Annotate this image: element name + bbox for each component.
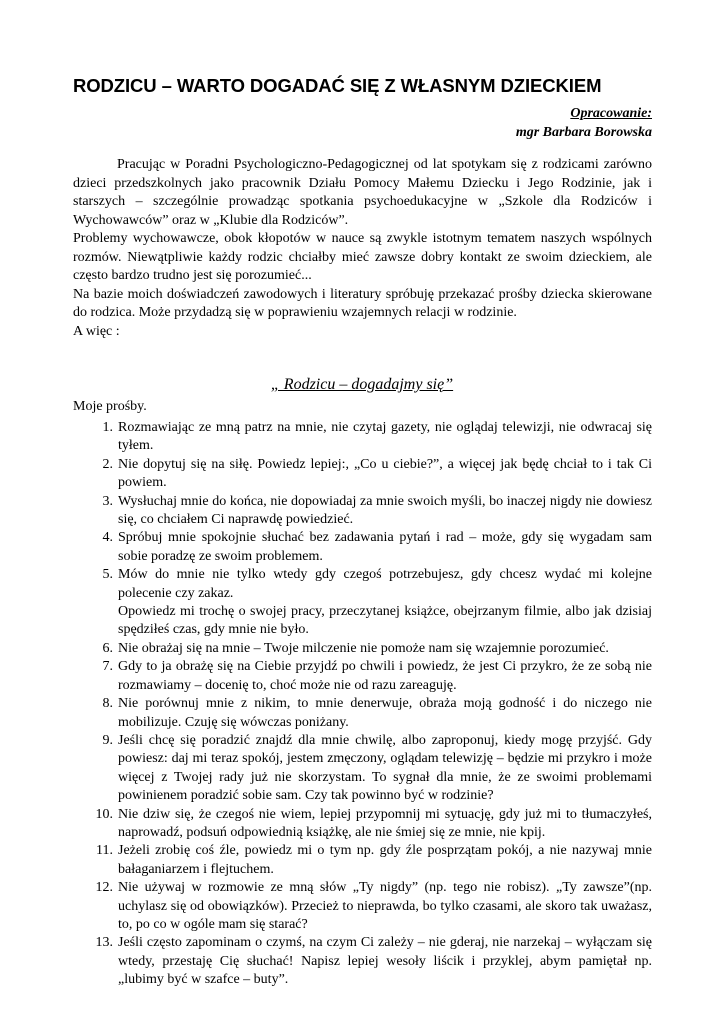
request-text-block <box>118 695 652 732</box>
request-text-block <box>118 934 652 989</box>
author-label: Opracowanie: <box>570 106 652 121</box>
request-number: 6. <box>102 640 113 656</box>
intro-section <box>73 156 652 341</box>
request-text: Mów do mnie nie tylko wtedy gdy czegoś potrzebujesz, gdy chcesz wydać mi kolejne polecenie czy zakaz. <box>118 567 652 601</box>
request-text: Spróbuj mnie spokojnie słuchać bez zadawania pytań i rad – może, gdy się wygadam sam sobie poradzę ze swoim problemem. <box>118 530 652 564</box>
request-number: 4. <box>102 530 113 546</box>
request-number: 2. <box>102 456 113 472</box>
request-item <box>73 695 652 732</box>
subtitle-text: „ Rodzicu – dogadajmy się” <box>270 376 454 393</box>
request-item <box>73 566 652 640</box>
author-name: mgr Barbara Borowska <box>515 125 652 140</box>
document-title: RODZICU – WARTO DOGADAĆ SIĘ Z WŁASNYM DZIECKIEM <box>73 75 602 96</box>
request-text: Nie obrażaj się na mnie – Twoje milczenie nie pomoże nam się wzajemnie porozumieć. <box>118 640 609 656</box>
request-number: 3. <box>102 493 113 509</box>
request-item <box>73 529 652 566</box>
request-text-block <box>118 879 652 934</box>
request-text: Nie dopytuj się na siłę. Powiedz lepiej:, „Co u ciebie?”, a więcej jak będę chciał to i tak Ci powiem. <box>118 456 652 491</box>
requests-list <box>73 419 652 990</box>
request-number: 9. <box>102 732 113 748</box>
request-number: 11. <box>96 843 113 859</box>
request-text-block <box>118 529 652 566</box>
request-item <box>73 806 652 843</box>
request-text: Gdy to ja obrażę się na Ciebie przyjdź po chwili i powiedz, że jest Ci przykro, że ze sobą nie rozmawiamy – docenię to, choć może nie od razu zareaguję. <box>118 659 652 693</box>
request-text: Rozmawiając ze mną patrz na mnie, nie czytaj gazety, nie oglądaj telewizji, nie odwracaj się tyłem. <box>118 420 652 454</box>
request-text-block <box>118 566 652 640</box>
request-item <box>73 934 652 989</box>
request-text: Jeśli często zapominam o czymś, na czym Ci zależy – nie gderaj, nie narzekaj – wyłączam się wtedy, przestaję Cię słuchać! Napisz lepiej wesoły liścik i przyklej, abym pamiętał np. „lubimy być w szafce – buty”. <box>118 935 652 988</box>
request-text-block <box>118 732 652 806</box>
intro-paragraph: Pracując w Poradni Psychologiczno-Pedagogicznej od lat spotykam się z rodzicami zarówno dzieci przedszkolnych jako pracownik Działu Pomocy Małemu Dziecku i Jego Rodzinie, jak i starszych – szczególnie prowadząc spotkania psychoedukacyjne w „Szkole dla Rodziców i Wychowawców” oraz w „Klubie dla Rodziców”. <box>73 157 652 228</box>
author-block <box>516 104 652 142</box>
request-text: Nie używaj w rozmowie ze mną słów „Ty nigdy” (np. tego nie robisz). „Ty zawsze”(np. uchylasz się od obowiązków). Przecież to nieprawda, bo tylko czasami, ale skoro tak uważasz, to, po co w ogóle mam się starać? <box>118 880 652 932</box>
intro-paragraph: Problemy wychowawcze, obok kłopotów w nauce są zwykle istotnym tematem naszych wspólnych rozmów. Niewątpliwie każdy rodzic chciałby mieć zawsze dobry kontakt ze swoim dzieckiem, ale często bardzo trudno jest się porozumieć... <box>73 231 652 283</box>
request-text-block <box>118 640 652 658</box>
request-number: 7. <box>102 659 113 675</box>
request-number: 10. <box>95 806 113 822</box>
request-text-block <box>118 456 652 493</box>
request-text: Jeżeli zrobię coś źle, powiedz mi o tym np. gdy źle posprzątam pokój, a nie nazywaj mnie bałaganiarzem i flejtuchem. <box>118 843 652 877</box>
request-text-block <box>118 806 652 843</box>
intro-paragraph: Na bazie moich doświadczeń zawodowych i literatury spróbuję przekazać prośby dziecka skierowane do rodzica. Może przydadzą się w poprawieniu wzajemnych relacji w rodzinie. <box>73 286 652 320</box>
request-item <box>73 658 652 695</box>
request-text-block <box>118 493 652 530</box>
request-number: 1. <box>102 420 113 435</box>
intro-paragraph: A więc : <box>73 323 120 339</box>
request-text: Wysłuchaj mnie do końca, nie dopowiadaj za mnie swoich myśli, bo inaczej nigdy nie dowiesz się, co chciałem Ci naprawdę powiedzieć. <box>118 493 652 528</box>
request-number: 12. <box>95 880 113 896</box>
request-extra-text: Opowiedz mi trochę o swojej pracy, przeczytanej książce, obejrzanym filmie, albo jak dzisiaj spędziłeś czas, gdy mnie nie było. <box>118 604 652 638</box>
request-item <box>73 879 652 934</box>
request-number: 8. <box>102 696 113 712</box>
request-text-block <box>118 842 652 879</box>
request-item <box>73 842 652 879</box>
request-item <box>73 640 652 658</box>
requests-heading: Moje prośby. <box>73 399 147 414</box>
request-text: Jeśli chcę się poradzić znajdź dla mnie chwilę, albo zaproponuj, kiedy mogę przyjść. Gdy powiesz: daj mi teraz spokój, jestem zmęczony, oglądam telewizję – będzie mi przykro i może więcej z Twojej rady już nie skorzystam. To sygnał dla mnie, że ze swoimi problemami powinienem poradzić sobie sam. Czy tak powinno być w rodzinie? <box>118 732 652 804</box>
request-text-block <box>118 658 652 695</box>
request-number: 13. <box>95 935 113 951</box>
request-number: 5. <box>102 567 113 583</box>
request-text-block <box>118 419 652 456</box>
request-item <box>73 456 652 493</box>
request-item <box>73 419 652 456</box>
section-subtitle <box>0 376 724 394</box>
request-text: Nie porównuj mnie z nikim, to mnie denerwuje, obraża moją godność i do niczego nie mobilizuje. Czuję się wówczas poniżany. <box>118 696 652 730</box>
request-item <box>73 493 652 530</box>
request-item <box>73 732 652 806</box>
request-text: Nie dziw się, że czegoś nie wiem, lepiej przypomnij mi sytuację, gdy już mi to tłumaczyłeś, naprowadź, podsuń odpowiednią książkę, ale nie śmiej się ze mnie, nie kpij. <box>118 806 652 840</box>
